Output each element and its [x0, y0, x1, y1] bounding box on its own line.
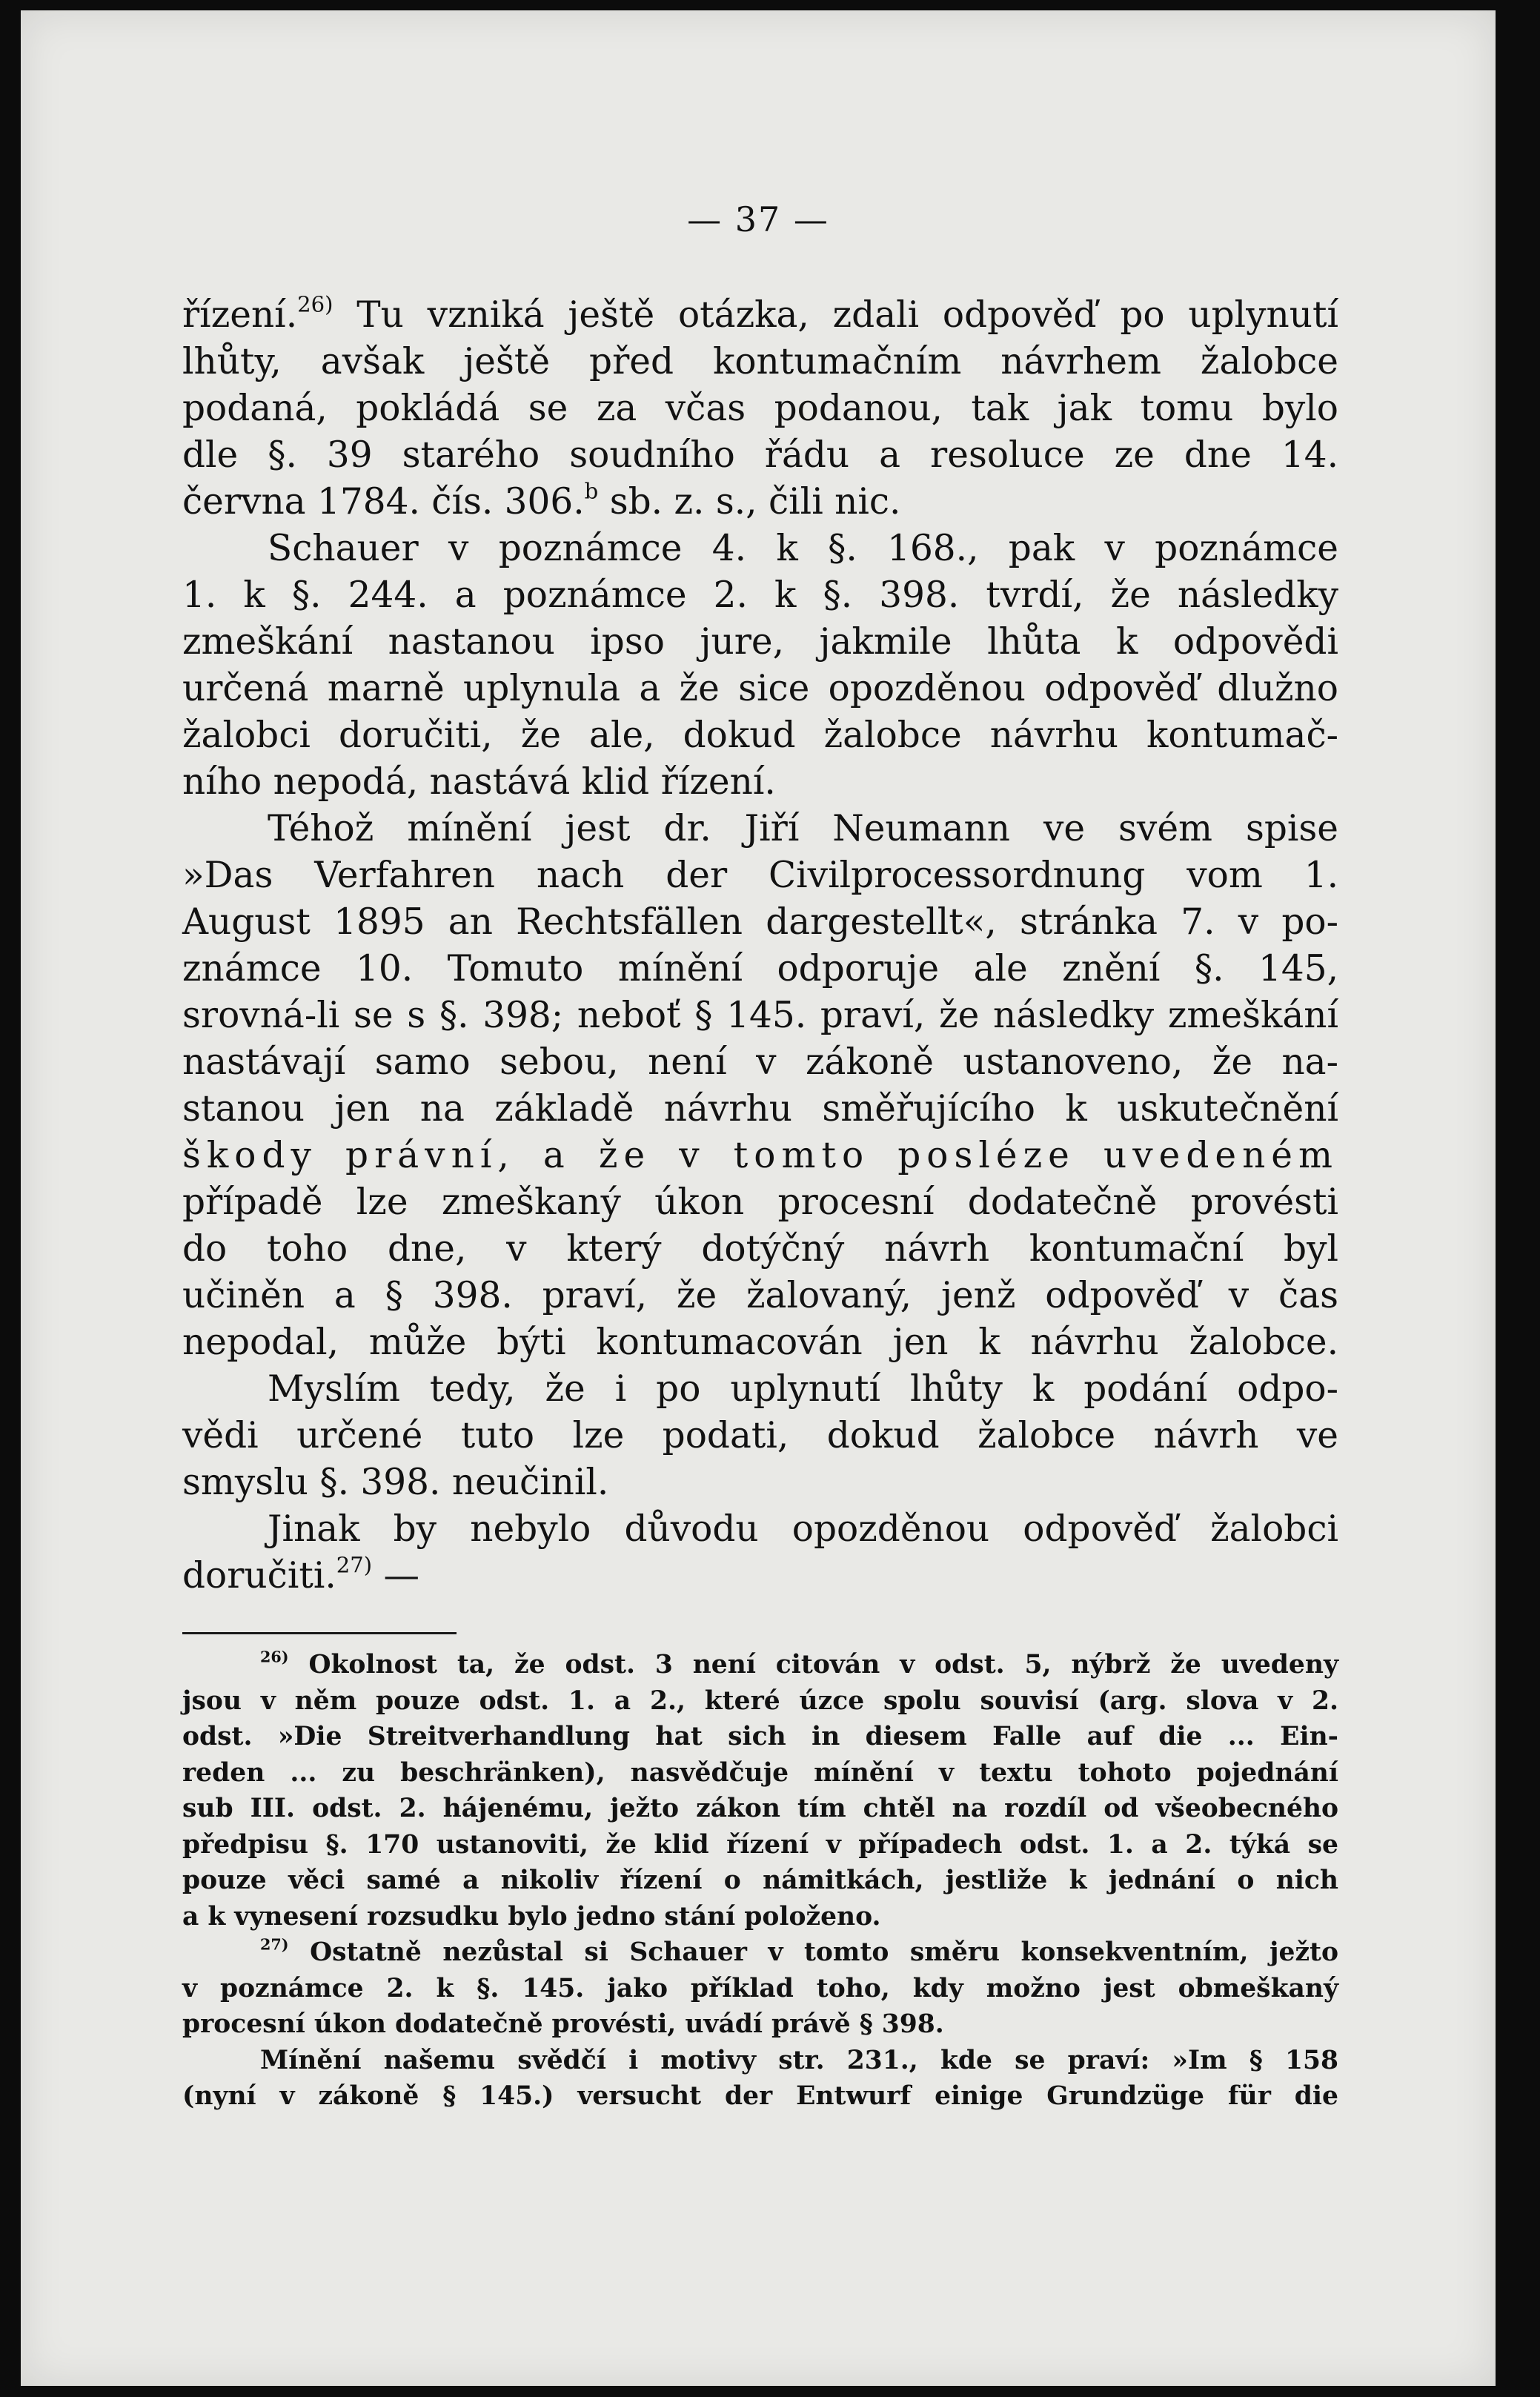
footnote-marker: b [584, 478, 599, 504]
text-line: srovná-li se s §. 398; neboť § 145. praví, že následky zmeškání [182, 995, 1338, 1036]
text-line: určená marně uplynula a že sice opozděnou odpověď dlužno [182, 668, 1338, 709]
footnote-line: a k vynesení rozsudku bylo jedno stání položeno. [182, 1901, 881, 1932]
footnote-line: (nyní v zákoně § 145.) versucht der Entwurf einige Grundzüge für die [182, 2081, 1338, 2111]
text-line: případě lze zmeškaný úkon procesní dodatečně provésti [182, 1181, 1338, 1223]
page-number: — 37 — [687, 199, 829, 239]
text-line: řízení.$^{26)}$ Tu vzniká ještě otázka, zdali odpověď po uplynutí [182, 291, 1338, 336]
text-line: žalobci doručiti, že ale, dokud žalobce návrhu kontumač- [182, 715, 1338, 756]
footnote-line: jsou v něm pouze odst. 1. a 2., které úzce spolu souvisí (arg. slova v 2. [182, 1685, 1338, 1716]
footnote-line: v poznámce 2. k §. 145. jako příklad toho, kdy možno jest obmeškaný [182, 1973, 1338, 2003]
footnote-line: procesní úkon dodatečně provésti, uvádí právě § 398. [182, 2009, 944, 2039]
text-line: Myslím tedy, že i po uplynutí lhůty k podání odpo- [268, 1368, 1338, 1410]
text-line: Schauer v poznámce 4. k §. 168., pak v poznámce [268, 528, 1338, 569]
text-line: známce 10. Tomuto mínění odporuje ale znění §. 145, [182, 948, 1338, 989]
footnote-line: sub III. odst. 2. hájenému, ježto zákon tím chtěl na rozdíl od všeobecného [182, 1794, 1338, 1823]
footnote-line: $^{26)}$ Okolnost ta, že odst. 3 není citován v odst. 5, nýbrž že uvedeny [260, 1648, 1338, 1680]
text-line: podaná, pokládá se za včas podanou, tak jak tomu bylo [182, 388, 1338, 429]
text-line: August 1895 an Rechtsfällen dargestellt«, stránka 7. v po- [182, 901, 1338, 943]
text-line: Téhož mínění jest dr. Jiří Neumann ve svém spise [268, 808, 1338, 849]
text-line: vědi určené tuto lze podati, dokud žalobce návrh ve [182, 1415, 1338, 1456]
text-line: doručiti.$^{27)}$ — [182, 1552, 420, 1597]
text-line: lhůty, avšak ještě před kontumačním návrhem žalobce [182, 341, 1338, 382]
main-text [182, 292, 1338, 1599]
text-line: nastávají samo sebou, není v zákoně ustanoveno, že na- [182, 1041, 1338, 1083]
footnote-divider [182, 1632, 457, 1634]
text-line: »Das Verfahren nach der Civilprocessordnung vom 1. [182, 855, 1338, 896]
footnote-line: odst. »Die Streitverhandlung hat sich in diesem Falle auf die ... Ein- [182, 1722, 1338, 1751]
text-line: stanou jen na základě návrhu směřujícího k uskutečnění [182, 1088, 1338, 1130]
text-line: do toho dne, v který dotýčný návrh kontumační byl [182, 1228, 1338, 1270]
footnote-marker: 27) [260, 1935, 289, 1954]
text-line: ního nepodá, nastává klid řízení. [182, 761, 776, 803]
text-line: nepodal, může býti kontumacován jen k návrhu žalobce. [182, 1322, 1338, 1363]
book-page [21, 10, 1496, 2386]
footnote-line: Mínění našemu svědčí i motivy str. 231., kde se praví: »Im § 158 [260, 2045, 1338, 2075]
footnote-marker: 26) [297, 291, 333, 317]
text-line: dle §. 39 starého soudního řádu a resoluce ze dne 14. [182, 434, 1338, 476]
text-line: června 1784. čís. 306.$^b$ sb. z. s., čili nic. [182, 478, 901, 523]
footnote-line: pouze věci samé a nikoliv řízení o námitkách, jestliže k jednání o nich [182, 1866, 1338, 1895]
text-line: Jinak by nebylo důvodu opozděnou odpověď žalobci [268, 1508, 1338, 1550]
footnote-line: předpisu §. 170 ustanoviti, že klid řízení v případech odst. 1. a 2. týká se [182, 1829, 1338, 1860]
footnote-line: $^{27)}$ Ostatně nezůstal si Schauer v tomto směru konsekventním, ježto [260, 1935, 1338, 1967]
text-line: učiněn a § 398. praví, že žalovaný, jenž odpověď v čas [182, 1275, 1338, 1316]
text-line: zmeškání nastanou ipso jure, jakmile lhůta k odpovědi [182, 621, 1338, 663]
footnote-marker: 27) [336, 1552, 373, 1578]
footnote-line: reden ... zu beschränken), nasvědčuje mínění v textu tohoto pojednání [182, 1757, 1338, 1788]
text-line: škody právní, a že v tomto posléze uvedeném [182, 1135, 1338, 1176]
text-line: 1. k §. 244. a poznámce 2. k §. 398. tvrdí, že následky [182, 574, 1338, 616]
footnote-marker: 26) [260, 1648, 289, 1666]
text-line: smyslu §. 398. neučinil. [182, 1462, 609, 1503]
footnotes [182, 1647, 1338, 2115]
